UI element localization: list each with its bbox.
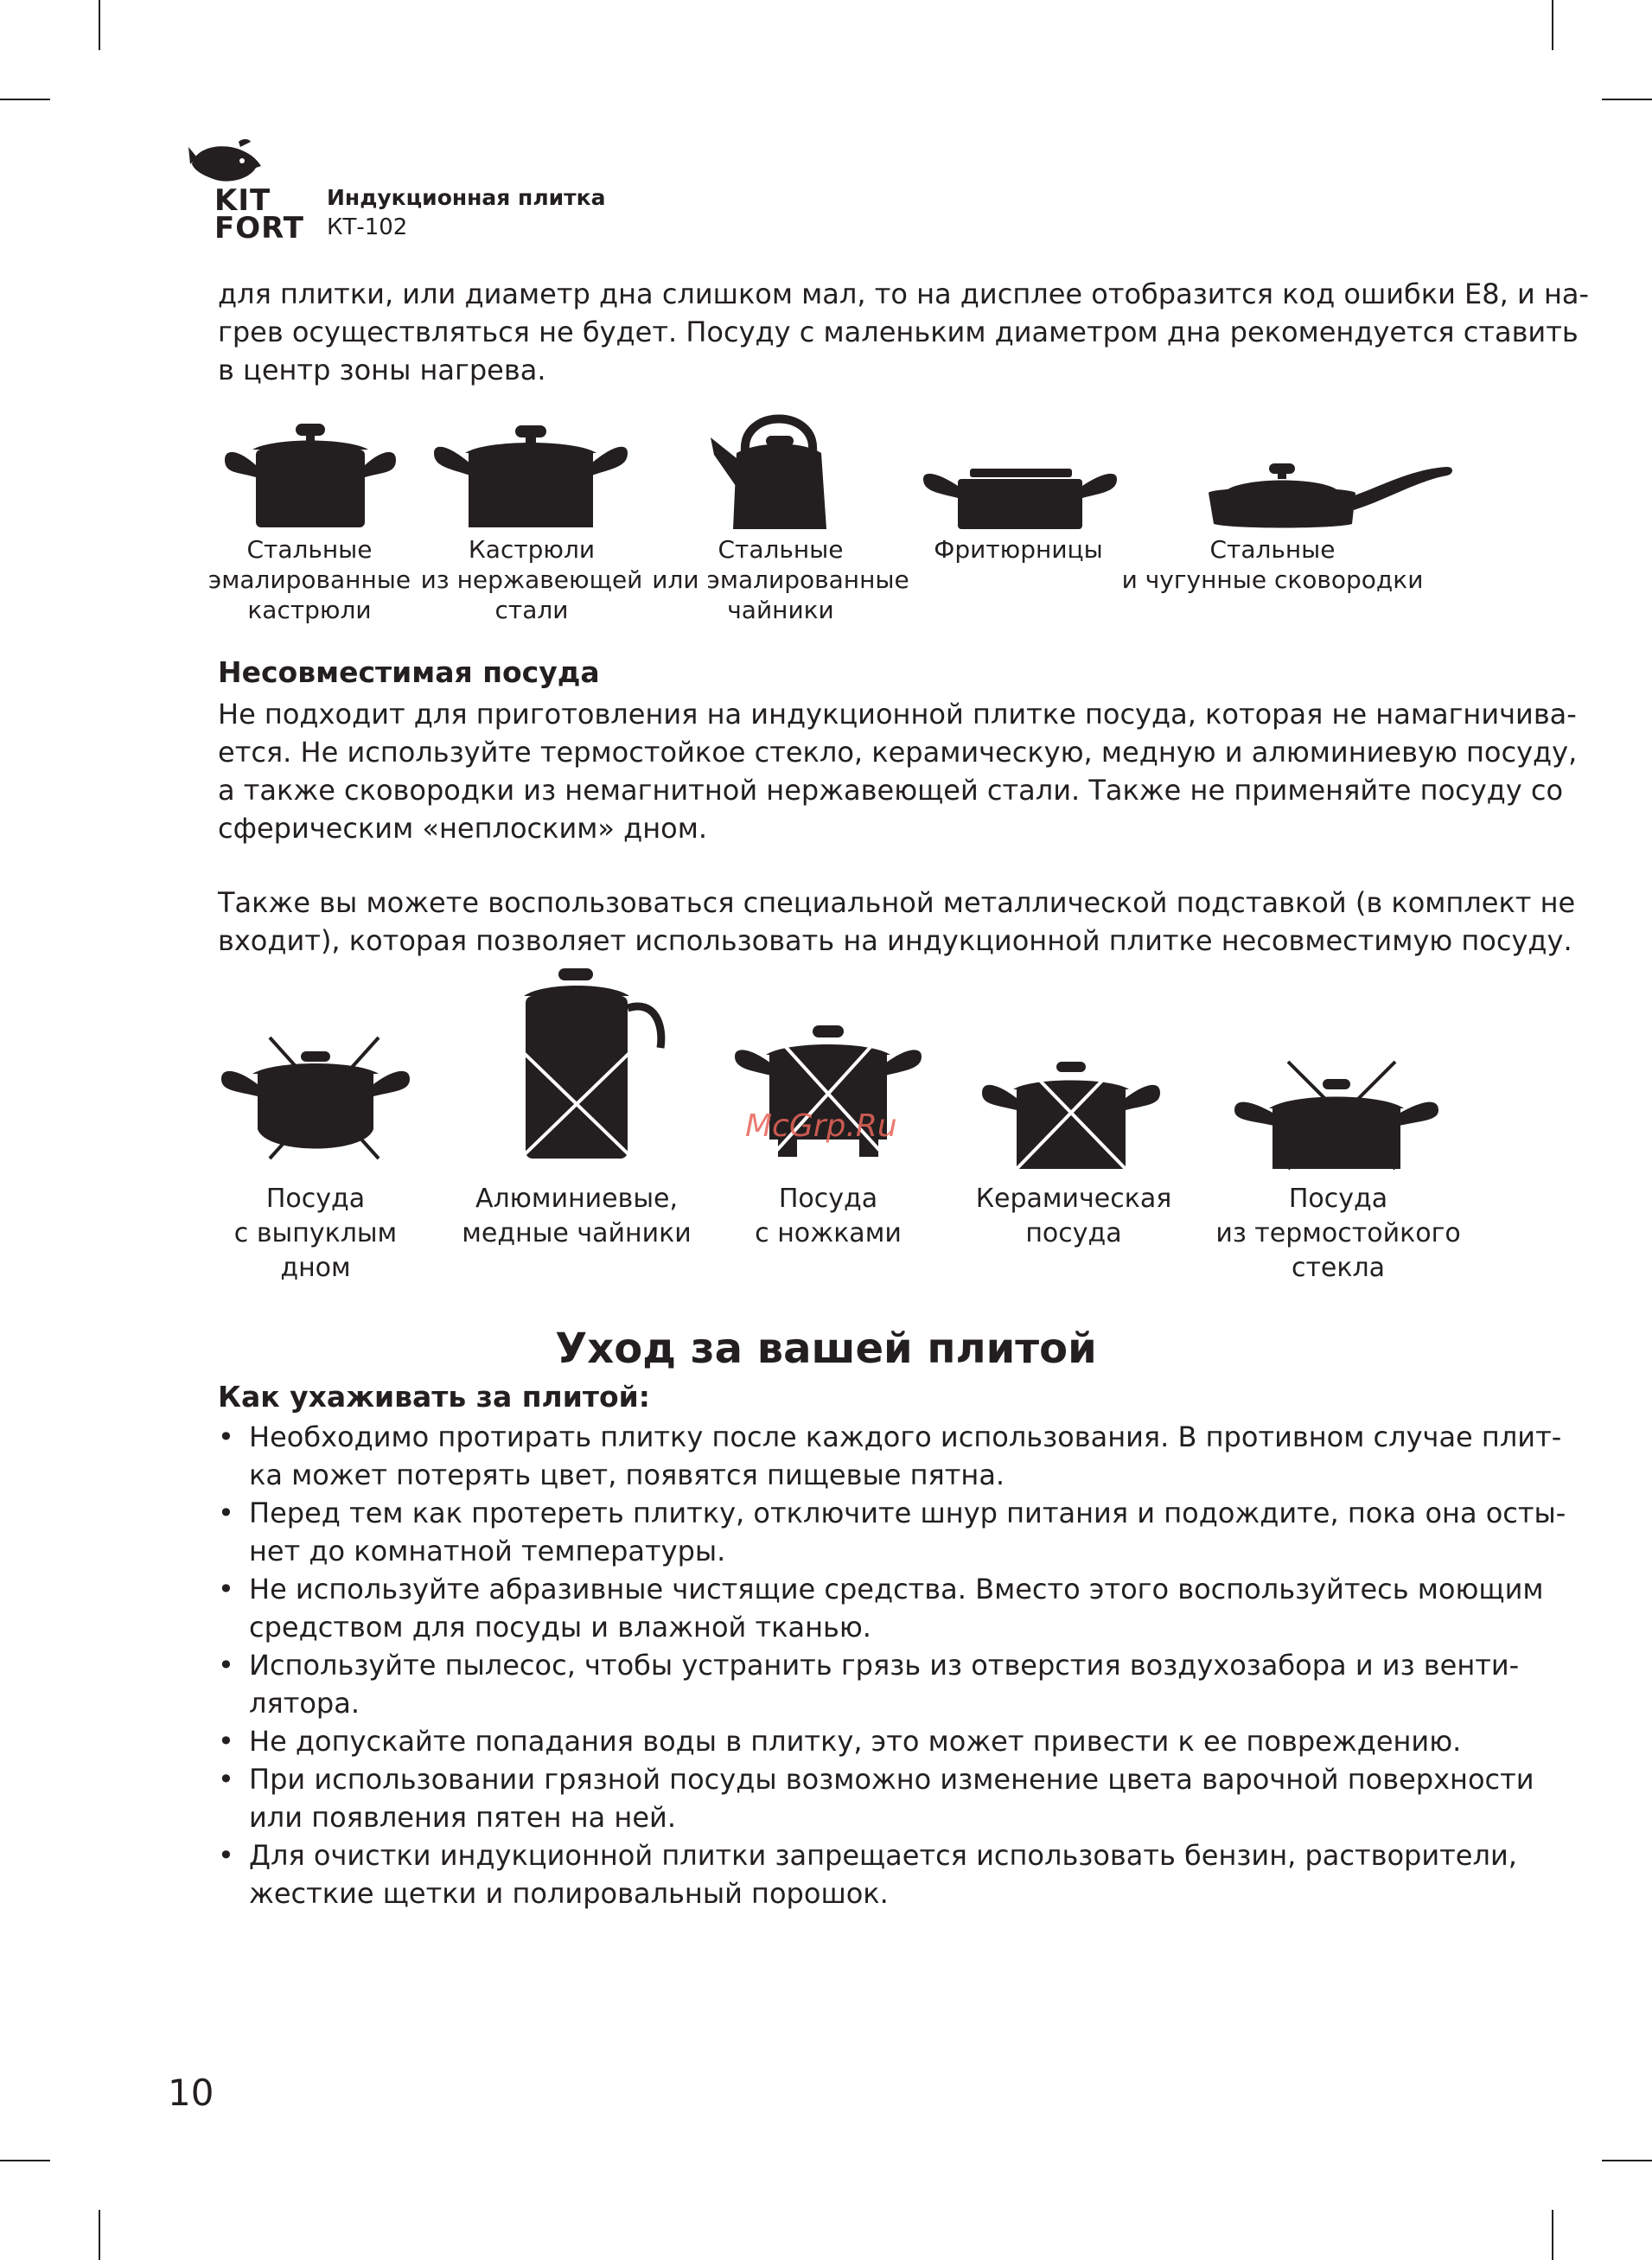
incompatible-heading: Несовместимая посуда — [218, 655, 600, 689]
text-line: в центр зоны нагрева. — [218, 354, 546, 386]
caption-enameled-pots: Стальные эмалированные кастрюли — [207, 535, 411, 624]
stand-paragraph: Также вы можете воспользоваться специальной металлической подставкой (в комплект не входит), которая позволяет использовать на индукционной плитке несовместимую посуду. — [218, 886, 1576, 957]
page-number: 10 — [168, 2072, 214, 2114]
ceramic-pot-crossed-icon — [979, 1053, 1164, 1171]
brand-name: KIT FORT — [214, 183, 304, 246]
crop-mark — [99, 0, 100, 50]
brand-logo — [183, 138, 304, 246]
caption-glass-cookware: Посуда из термостойкого стекла — [1215, 1184, 1461, 1283]
caption-frying-pans: Стальные и чугунные сковородки — [1121, 535, 1424, 594]
list-item: • Не используйте абразивные чистящие средства. Вместо этого воспользуйтесь моющим средством для посуды и влажной тканью. — [218, 1570, 1463, 1646]
kettle-icon — [707, 391, 851, 531]
fryer-icon — [922, 467, 1119, 531]
caption-aluminum-kettles: Алюминиевые, медные чайники — [462, 1184, 692, 1248]
saucepan-icon — [431, 422, 631, 529]
list-item: • Не допускайте попадания воды в плитку, это может привести к ее повреждению. — [218, 1722, 1463, 1760]
list-item: • При использовании грязной посуды возможно изменение цвета варочной поверхности или появления пятен на ней. — [218, 1760, 1463, 1836]
list-item: • Для очистки индукционной плитки запрещается использовать бензин, растворители, жесткие щетки и полировальный порошок. — [218, 1836, 1463, 1912]
pot-icon — [221, 420, 399, 529]
text-line: грев осуществляться не будет. Посуду с маленьким диаметром дна рекомендуется ставить — [218, 316, 1579, 348]
product-title: Индукционная плитка — [327, 185, 606, 210]
caption-fryers: Фритюрницы — [934, 535, 1103, 564]
crop-mark — [1602, 2160, 1652, 2161]
intro-paragraph — [218, 275, 1590, 389]
frying-pan-icon — [1205, 462, 1454, 531]
glass-pot-crossed-icon — [1231, 1058, 1442, 1171]
caption-stainless-pots: Кастрюли из нержавеющей стали — [420, 535, 643, 624]
product-model: КТ-102 — [327, 214, 408, 240]
kettle-crossed-icon — [517, 965, 666, 1160]
caption-ceramic-cookware: Керамическая посуда — [975, 1184, 1172, 1248]
crop-mark — [0, 2160, 50, 2161]
text-line: для плитки, или диаметр дна слишком мал, то на дисплее отобразится код ошибки E8, и на- — [218, 278, 1590, 310]
crop-mark — [0, 99, 50, 100]
watermark: McGrp.Ru — [745, 1108, 897, 1144]
incompatible-paragraph: Не подходит для приготовления на индукционной плитке посуда, которая не намагничива- ется. Не используйте термостойкое стекло, керамическую, медную и алюминиевую посуду, а также сковородки из немагнитной нержавеющей стали. Также не применяйте посуду со сферическим «неплоским» дном. — [218, 698, 1578, 845]
crop-mark — [1602, 99, 1652, 100]
caption-legged-cookware: Посуда с ножками — [755, 1184, 902, 1248]
care-heading: Уход за вашей плитой — [555, 1325, 1097, 1373]
list-item: • Используйте пылесос, чтобы устранить грязь из отверстия воздухозабора и из венти- лятора. — [218, 1646, 1463, 1722]
list-item: • Необходимо протирать плитку после каждого использования. В противном случае плит- ка может потерять цвет, появятся пищевые пятна. — [218, 1418, 1463, 1494]
list-item: • Перед тем как протереть плитку, отключите шнур питания и подождите, пока она осты- нет до комнатной температуры. — [218, 1494, 1463, 1570]
caption-kettles: Стальные или эмалированные чайники — [652, 535, 909, 624]
crop-mark — [1552, 2210, 1553, 2260]
crop-mark — [1552, 0, 1553, 50]
care-list — [218, 1418, 1566, 1912]
care-subheading: Как ухаживать за плитой: — [218, 1380, 650, 1414]
convex-pot-crossed-icon — [218, 1034, 413, 1164]
crop-mark — [99, 2210, 100, 2260]
whale-logo-icon — [188, 138, 266, 187]
caption-convex-bottom: Посуда с выпуклым дном — [233, 1184, 398, 1283]
